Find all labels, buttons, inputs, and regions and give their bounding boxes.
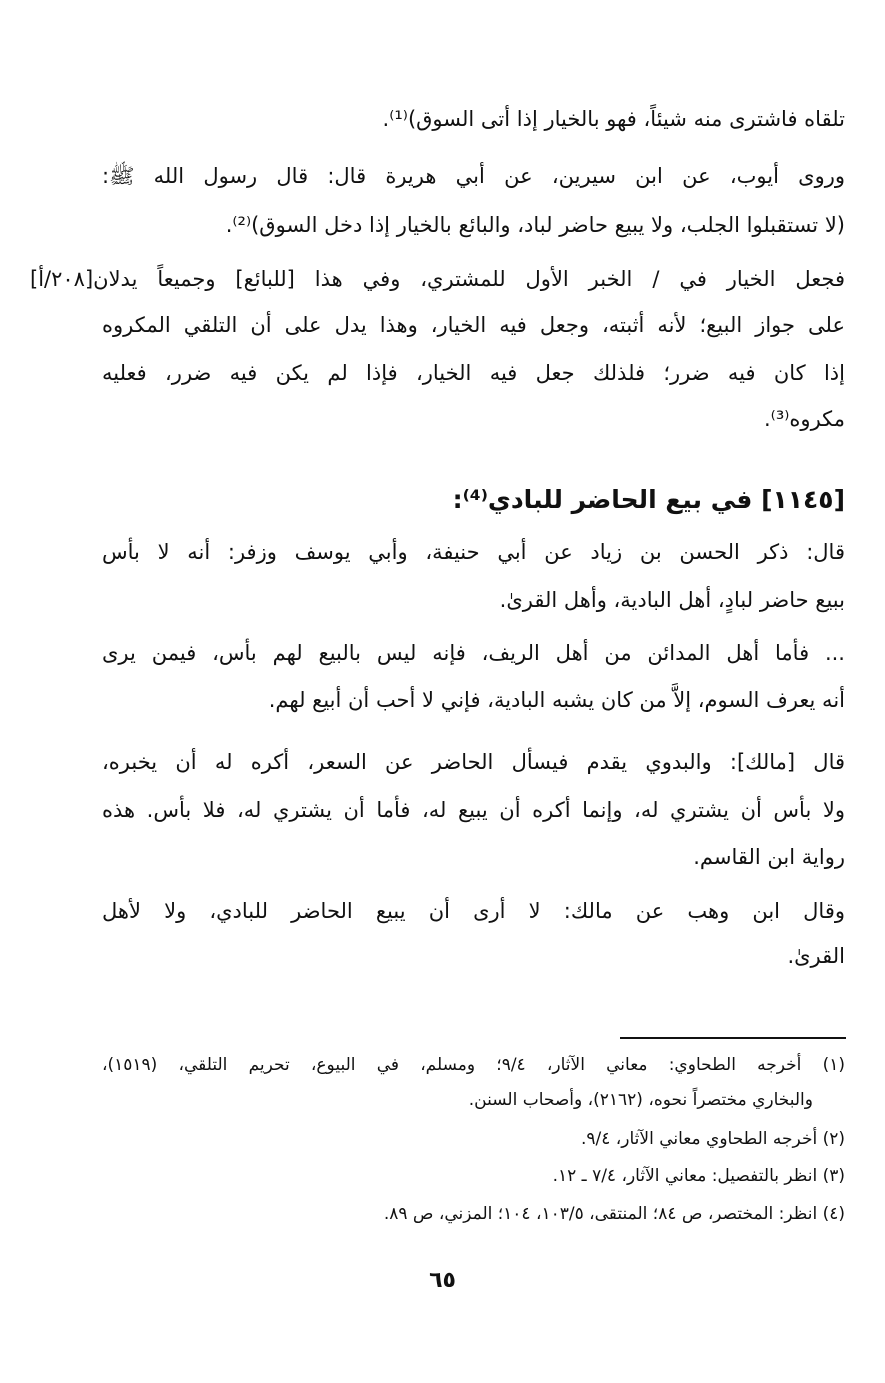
- footnote-separator: [620, 1037, 846, 1039]
- text-line: إذا كان فيه ضرر؛ فلذلك جعل فيه الخيار، فإذا لم يكن فيه ضرر، فعليه: [102, 361, 845, 385]
- text-line: وروى أيوب، عن ابن سيرين، عن أبي هريرة قال: قال رسول الله ﷺ:: [102, 164, 845, 188]
- text-line: أنه يعرف السوم، إلاَّ من كان يشبه البادية، فإني لا أحب أن أبيع لهم.: [268, 688, 845, 712]
- text-line: القرىٰ.: [787, 944, 845, 968]
- text-line: ببيع حاضر لبادٍ، أهل البادية، وأهل القرىٰ.: [499, 588, 845, 612]
- text-line: على جواز البيع؛ لأنه أثبته، وجعل فيه الخيار، وهذا يدل على أن التلقي المكروه: [102, 313, 845, 337]
- text-line: تلقاه فاشترى منه شيئاً، فهو بالخيار إذا أتى السوق)⁽¹⁾.: [382, 107, 845, 131]
- footnote-line: (١) أخرجه الطحاوي: معاني الآثار، ٩/٤؛ ومسلم، في البيوع، تحريم التلقي، (١٥١٩)،: [102, 1055, 845, 1075]
- text-line: رواية ابن القاسم.: [693, 845, 845, 869]
- footnote-line: (٣) انظر بالتفصيل: معاني الآثار، ٧/٤ ـ ١٢.: [552, 1166, 845, 1186]
- footnote-line: (٢) أخرجه الطحاوي معاني الآثار، ٩/٤.: [580, 1129, 845, 1149]
- text-line: ولا بأس أن يشتري له، وإنما أكره أن يبيع له، فأما أن يشتري له، فلا بأس. هذه: [102, 798, 845, 822]
- text-line: ... فأما أهل المدائن من أهل الريف، فإنه ليس بالبيع لهم بأس، فيمن يرى: [102, 641, 845, 665]
- text-line: وقال ابن وهب عن مالك: لا أرى أن يبيع الحاضر للبادي، ولا لأهل: [102, 899, 845, 923]
- section-heading: [١١٤٥] في بيع الحاضر للبادي⁽⁴⁾:: [452, 485, 845, 514]
- text-line: قال: ذكر الحسن بن زياد عن أبي حنيفة، وأبي يوسف وزفر: أنه لا بأس: [102, 540, 845, 564]
- text-line: قال [مالك]: والبدوي يقدم فيسأل الحاضر عن السعر، أكره له أن يخبره،: [102, 750, 845, 774]
- text-line: مكروه⁽³⁾.: [764, 407, 845, 431]
- footnote-line: (٤) انظر: المختصر، ص ٨٤؛ المنتقى، ١٠٣/٥، ١٠٤؛ المزني، ص ٨٩.: [383, 1204, 845, 1224]
- footnote-line: والبخاري مختصراً نحوه، (٢١٦٢)، وأصحاب السنن.: [468, 1090, 813, 1110]
- page-number: ٦٥: [429, 1268, 456, 1293]
- text-line: فجعل الخيار في / الخبر الأول للمشتري، وفي هذا [للبائع] وجميعاً يدلان[٢٠٨/أ]: [30, 267, 845, 291]
- text-line: (لا تستقبلوا الجلب، ولا يبيع حاضر لباد، والبائع بالخيار إذا دخل السوق)⁽²⁾.: [225, 213, 845, 237]
